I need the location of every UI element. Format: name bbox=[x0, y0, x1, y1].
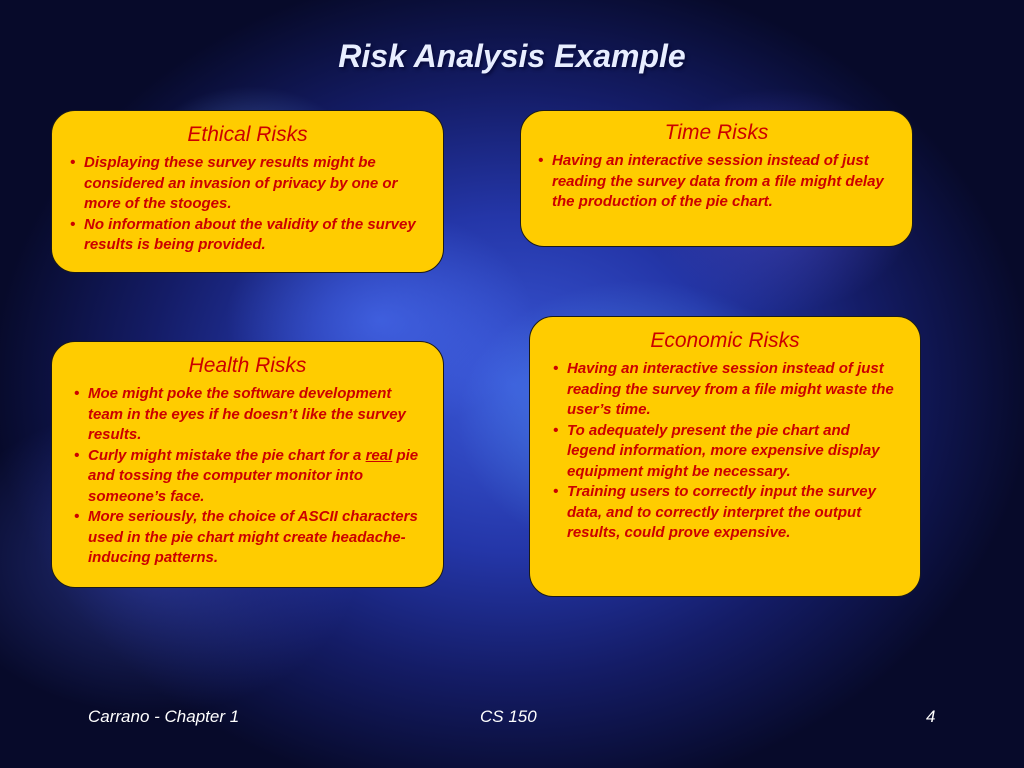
slide-title: Risk Analysis Example bbox=[338, 38, 686, 74]
bullet-text: More seriously, the choice of ASCII characters used in the pie chart might create headache-inducing patterns. bbox=[88, 508, 418, 566]
footer-course-chapter: Carrano - Chapter 1 bbox=[88, 707, 240, 726]
bullet-text: Having an interactive session instead of just reading the survey data from a file might delay the production of the pie chart. bbox=[552, 152, 884, 210]
ethical-risks-list bbox=[52, 153, 443, 256]
footer-course-code: CS 150 bbox=[480, 707, 537, 726]
health-risks-title: Health Risks bbox=[188, 354, 307, 377]
list-item: • To adequately present the pie chart and legend information, more expensive display equipment might be necessary. bbox=[553, 421, 880, 480]
list-item: • No information about the validity of the survey results is being provided. bbox=[70, 215, 416, 253]
bullet-text-underlined: real bbox=[365, 446, 393, 464]
ethical-risks-box bbox=[51, 110, 444, 273]
economic-risks-box bbox=[529, 316, 921, 597]
health-risks-box bbox=[51, 341, 444, 588]
list-item: • Training users to correctly input the survey data, and to correctly interpret the output results, could prove expensive. bbox=[553, 483, 876, 541]
economic-risks-title: Economic Risks bbox=[650, 329, 800, 352]
bullet-text: Displaying these survey results might be considered an invasion of privacy by one or more of the stooges. bbox=[84, 154, 398, 212]
bullet-text: To adequately present the pie chart and legend information, more expensive display equipment might be necessary. bbox=[567, 421, 880, 480]
list-item: • More seriously, the choice of ASCII characters used in the pie chart might create headache-inducing patterns. bbox=[74, 508, 418, 566]
time-risks-box bbox=[520, 110, 913, 247]
economic-risks-list bbox=[530, 359, 920, 544]
time-risks-title: Time Risks bbox=[664, 121, 769, 144]
bullet-text-after: pie and tossing the computer monitor into someone’s face. bbox=[88, 446, 419, 505]
footer-page-number: 4 bbox=[926, 707, 936, 726]
list-item: • Curly might mistake the pie chart for a real pie and tossing the computer monitor into someone’s face. bbox=[74, 446, 419, 505]
ethical-risks-title: Ethical Risks bbox=[187, 123, 308, 146]
bullet-text: Moe might poke the software development team in the eyes if he doesn’t like the survey results. bbox=[88, 385, 406, 443]
bullet-text-before: Curly might mistake the pie chart for a bbox=[88, 446, 362, 464]
list-item: • Displaying these survey results might be considered an invasion of privacy by one or more of the stooges. bbox=[70, 154, 398, 212]
list-item: • Having an interactive session instead of just reading the survey data from a file might delay the production of the pie chart. bbox=[538, 152, 884, 210]
list-item: • Moe might poke the software development team in the eyes if he doesn’t like the survey results. bbox=[74, 385, 406, 443]
bullet-text: No information about the validity of the survey results is being provided. bbox=[84, 215, 416, 253]
bullet-text: Training users to correctly input the survey data, and to correctly interpret the output results, could prove expensive. bbox=[567, 483, 876, 541]
list-item: • Having an interactive session instead of just reading the survey from a file might waste the user’s time. bbox=[553, 360, 894, 418]
bullet-text: Having an interactive session instead of just reading the survey from a file might waste the user’s time. bbox=[567, 360, 894, 418]
health-risks-list bbox=[52, 384, 443, 569]
time-risks-list bbox=[521, 151, 912, 213]
